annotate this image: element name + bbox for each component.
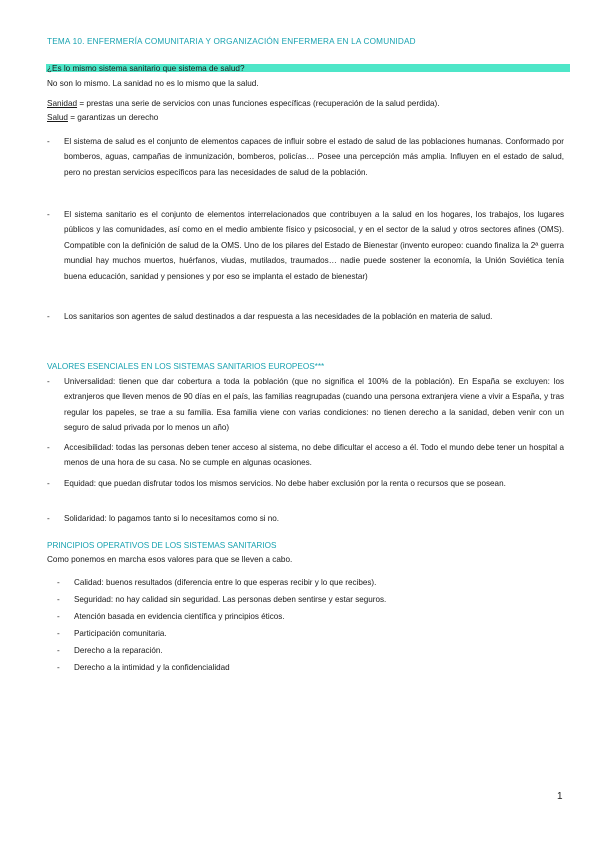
page-title: TEMA 10. ENFERMERÍA COMUNITARIA Y ORGANIZACIÓN ENFERMERA EN LA COMUNIDAD	[47, 37, 416, 46]
bullet-dash: -	[47, 312, 50, 321]
intro-bullet-text: El sistema sanitario es el conjunto de elementos interrelacionados que contribuyen a la salud en los hogares, los trabajos, los lugares públicos y las comunidades, así como en el medio ambiente físico y psicosocial, y en el sector de la salud y otros sectores afines (OMS). Compatible con la definición de salud de la OMS. Uno de los pilares del Estado de Bienestar (invento europeo: cuando finaliza la 2ª guerra mundial hay muchos muertos, huérfanos, viudas, mutilados, traumados… nadie puede sostener la economía, la Unión Soviética tenía buena educación, sanidad y pensiones y por eso se implanta el estado de bienestar)	[64, 210, 564, 281]
values-heading: VALORES ESENCIALES EN LOS SISTEMAS SANITARIOS EUROPEOS***	[47, 362, 325, 371]
bullet-dash: -	[57, 578, 60, 587]
intro-bullet-text: El sistema de salud es el conjunto de elementos capaces de influir sobre el estado de salud de las poblaciones humanas. Conformado por bomberos, aguas, campañas de inmunización, bomberos, policías… Posee una percepción más amplia. Influyen en el estado de salud, pero no prestan servicios específicos para las necesidades de salud de la población.	[64, 137, 564, 177]
principle-bullet-text: Calidad: buenos resultados (diferencia entre lo que esperas recibir y lo que recibes).	[74, 578, 377, 587]
bullet-dash: -	[57, 663, 60, 672]
principle-bullet-text: Atención basada en evidencia científica y principios éticos.	[74, 612, 285, 621]
bullet-dash: -	[47, 210, 50, 219]
value-bullet-text: Equidad: que puedan disfrutar todos los mismos servicios. No debe haber exclusión por la renta o recursos que se posean.	[64, 479, 506, 488]
value-bullet-text: Accesibilidad: todas las personas deben tener acceso al sistema, no debe dificultar el acceso a él. Todo el mundo debe tener un hospital a menos de una hora de su casa. No se cumple en algunas ocasiones.	[64, 443, 564, 468]
page-number: 1	[557, 791, 563, 802]
answer-text: No son lo mismo. La sanidad no es lo mismo que la salud.	[47, 79, 259, 88]
bullet-dash: -	[57, 612, 60, 621]
bullet-dash: -	[57, 629, 60, 638]
bullet-dash: -	[47, 137, 50, 146]
definition-sanidad-text: = prestas una serie de servicios con unas funciones específicas (recuperación de la salud perdida).	[77, 99, 440, 108]
value-bullet-text: Universalidad: tienen que dar cobertura a toda la población (que no significa el 100% de la población). En España se excluyen: los extranjeros que lleven menos de 90 días en el país, las familias reagrupadas (cuando una persona extranjera viene a vivir a España, y tras regular los papeles, se trae a su familia. Esa familia viene con varias condiciones: no tienen derecho a la sanidad, deben venir con un seguro de salud privada por lo menos un año)	[64, 377, 564, 433]
value-bullet-text: Solidaridad: lo pagamos tanto si lo necesitamos como si no.	[64, 514, 280, 523]
term-sanidad: Sanidad	[47, 99, 78, 108]
principle-bullet-text: Derecho a la intimidad y la confidencialidad	[74, 663, 230, 672]
definition-salud	[47, 113, 158, 122]
bullet-dash: -	[47, 443, 50, 452]
bullet-dash: -	[47, 514, 50, 523]
principles-intro: Como ponemos en marcha esos valores para que se lleven a cabo.	[47, 555, 293, 564]
intro-bullet-text: Los sanitarios son agentes de salud destinados a dar respuesta a las necesidades de la población en materia de salud.	[64, 312, 493, 321]
definition-salud-text: = garantizas un derecho	[67, 113, 159, 122]
term-salud: Salud	[47, 113, 68, 122]
bullet-dash: -	[47, 377, 50, 386]
principle-bullet-text: Derecho a la reparación.	[74, 646, 163, 655]
definition-sanidad	[47, 99, 440, 108]
bullet-dash: -	[57, 646, 60, 655]
principle-bullet-text: Seguridad: no hay calidad sin seguridad. Las personas deben sentirse y estar seguros.	[74, 595, 387, 604]
principle-bullet-text: Participación comunitaria.	[74, 629, 167, 638]
bullet-dash: -	[57, 595, 60, 604]
principles-heading: PRINCIPIOS OPERATIVOS DE LOS SISTEMAS SANITARIOS	[47, 541, 277, 550]
question-text: ¿Es lo mismo sistema sanitario que sistema de salud?	[47, 63, 245, 73]
bullet-dash: -	[47, 479, 50, 488]
